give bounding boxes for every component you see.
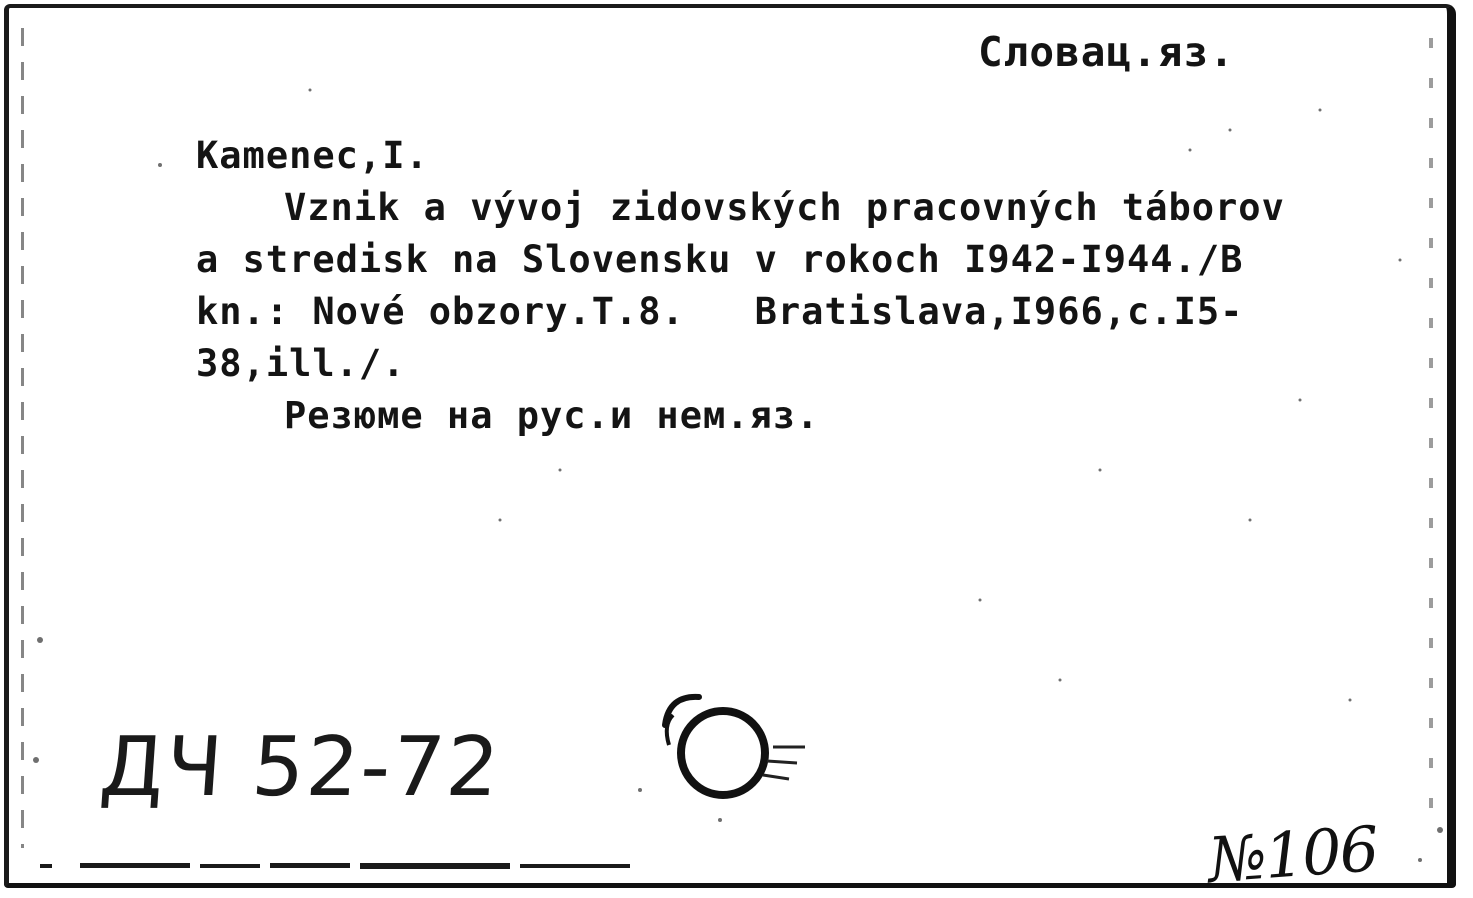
bottom-ink-strip [40, 858, 640, 872]
bibliographic-entry [196, 130, 1285, 442]
author-name: Kamenec,I. [196, 134, 429, 177]
summary-note: Резюме на рус.и нем.яз. [284, 394, 820, 437]
shelf-code: ДЧ 52-72 [96, 720, 504, 815]
title-line-1: Vznik a vývoj zidovských pracovných táborov [284, 186, 1285, 229]
circle-stamp-icon [655, 685, 825, 805]
title-line-4: 38,ill./. [196, 342, 406, 385]
language-label: Словац.яз. [978, 28, 1235, 76]
title-line-2: a stredisk na Slovensku v rokoch I942-I944./B [196, 238, 1244, 281]
title-line-3: kn.: Nové obzory.T.8. Bratislava,I966,c.I5- [196, 290, 1244, 333]
card-number: №106 [1205, 812, 1380, 897]
